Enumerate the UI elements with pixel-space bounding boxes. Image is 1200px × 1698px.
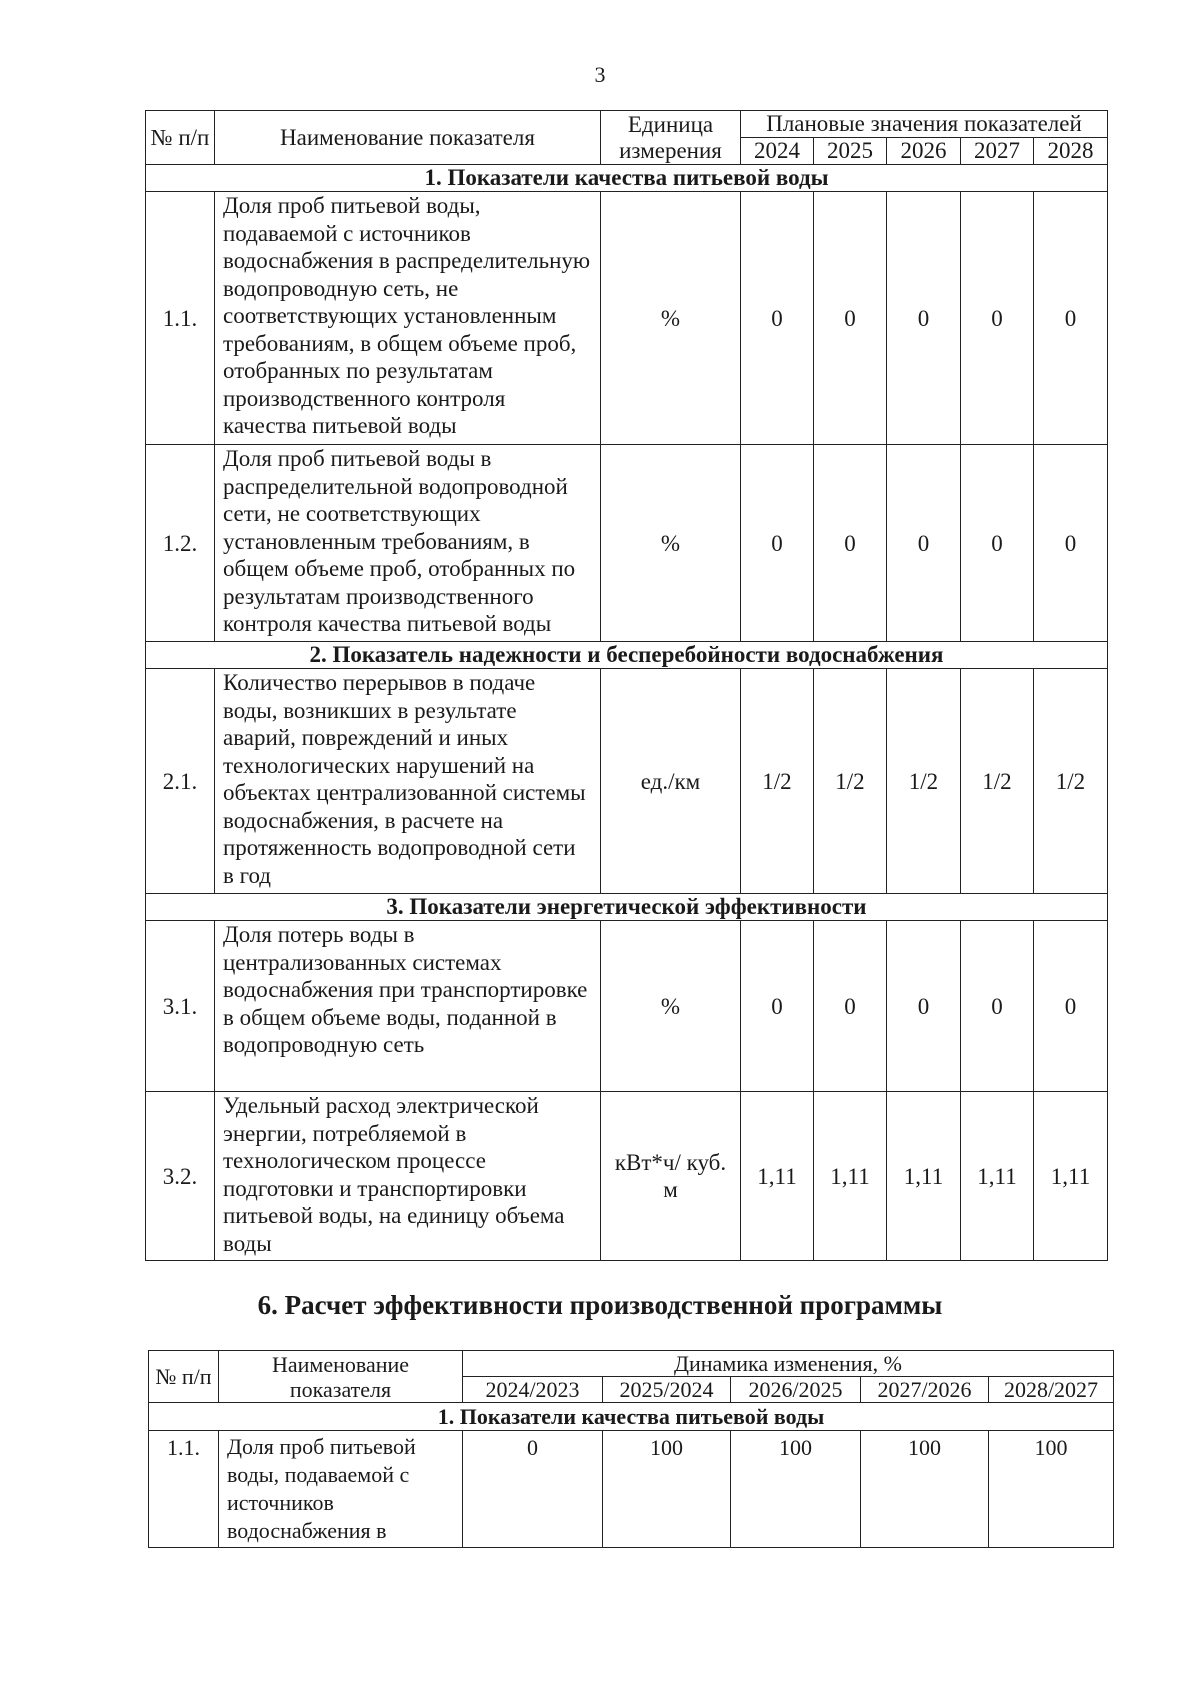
value-cell: 0 [1034, 192, 1108, 445]
indicators-table [145, 110, 1108, 1261]
header-year: 2027 [961, 138, 1034, 165]
value-cell: 0 [463, 1431, 603, 1548]
value-cell: 100 [731, 1431, 861, 1548]
header-period: 2027/2026 [861, 1377, 989, 1403]
value-cell: 100 [989, 1431, 1114, 1548]
unit-cell: кВт*ч/ куб. м [601, 1092, 741, 1261]
section-title: 3. Показатели энергетической эффективности [146, 894, 1108, 921]
indicator-name: Доля проб питьевой воды, подаваемой с источников водоснабжения в [219, 1431, 463, 1548]
value-cell: 0 [741, 445, 814, 642]
value-cell: 0 [961, 445, 1034, 642]
table-row [146, 1092, 1108, 1261]
section-title: 2. Показатель надежности и бесперебойности водоснабжения [146, 642, 1108, 669]
table-header-row [146, 111, 1108, 138]
value-cell: 1/2 [961, 669, 1034, 894]
value-cell: 0 [961, 192, 1034, 445]
value-cell: 0 [814, 192, 887, 445]
table-row [146, 445, 1108, 642]
header-unit: Единица измерения [601, 111, 741, 165]
value-cell: 0 [1034, 445, 1108, 642]
value-cell: 1,11 [1034, 1092, 1108, 1261]
header-num: № п/п [146, 111, 215, 165]
table-row [146, 192, 1108, 445]
header-year: 2025 [814, 138, 887, 165]
efficiency-table [148, 1350, 1114, 1548]
row-number: 2.1. [146, 669, 215, 894]
indicator-name: Количество перерывов в подаче воды, возникших в результате аварий, повреждений и иных технологических нарушений на объектах централизованной системы водоснабжения, в расчете на протяженность водопроводной сети в год [215, 669, 601, 894]
section-header-row [146, 642, 1108, 669]
value-cell: 0 [741, 921, 814, 1092]
section-header-row [146, 165, 1108, 192]
value-cell: 1/2 [814, 669, 887, 894]
value-cell: 0 [887, 192, 961, 445]
row-number: 3.1. [146, 921, 215, 1092]
value-cell: 0 [814, 921, 887, 1092]
row-number: 1.2. [146, 445, 215, 642]
value-cell: 1,11 [961, 1092, 1034, 1261]
section-title: 1. Показатели качества питьевой воды [146, 165, 1108, 192]
section-header-row [146, 894, 1108, 921]
header-period: 2025/2024 [603, 1377, 731, 1403]
unit-cell: ед./км [601, 669, 741, 894]
row-number: 1.1. [149, 1431, 219, 1548]
header-num: № п/п [149, 1351, 219, 1403]
table-row [146, 921, 1108, 1092]
page-number: 3 [594, 62, 606, 87]
header-planned-values: Плановые значения показателей [741, 111, 1108, 138]
indicator-name: Доля проб питьевой воды в распределительной водопроводной сети, не соответствующих установленным требованиям, в общем объеме проб, отобранных по результатам производственного контроля качества питьевой воды [215, 445, 601, 642]
value-cell: 1,11 [741, 1092, 814, 1261]
row-number: 3.2. [146, 1092, 215, 1261]
value-cell: 100 [603, 1431, 731, 1548]
header-name: Наименование показателя [215, 111, 601, 165]
table-row [149, 1431, 1114, 1548]
value-cell: 1/2 [741, 669, 814, 894]
value-cell: 0 [1034, 921, 1108, 1092]
section-title: 1. Показатели качества питьевой воды [149, 1403, 1114, 1431]
unit-cell: % [601, 445, 741, 642]
header-dynamics: Динамика изменения, % [463, 1351, 1114, 1377]
header-name: Наименование показателя [219, 1351, 463, 1403]
indicator-name: Удельный расход электрической энергии, потребляемой в технологическом процессе подготовки и транспортировки питьевой воды, на единицу объема воды [215, 1092, 601, 1261]
header-period: 2028/2027 [989, 1377, 1114, 1403]
value-cell: 0 [961, 921, 1034, 1092]
table-row [146, 669, 1108, 894]
value-cell: 0 [887, 921, 961, 1092]
value-cell: 1,11 [814, 1092, 887, 1261]
value-cell: 1/2 [887, 669, 961, 894]
value-cell: 0 [741, 192, 814, 445]
value-cell: 0 [887, 445, 961, 642]
unit-cell: % [601, 192, 741, 445]
indicator-name: Доля проб питьевой воды, подаваемой с источников водоснабжения в распределительную водопроводную сеть, не соответствующих установленным требованиям, в общем объеме проб, отобранных по результатам производственного контроля качества питьевой воды [215, 192, 601, 445]
value-cell: 100 [861, 1431, 989, 1548]
indicator-name: Доля потерь воды в централизованных системах водоснабжения при транспортировке в общем объеме воды, поданной в водопроводную сеть [215, 921, 601, 1092]
unit-cell: % [601, 921, 741, 1092]
table-header-row [149, 1351, 1114, 1377]
value-cell: 1/2 [1034, 669, 1108, 894]
value-cell: 1,11 [887, 1092, 961, 1261]
header-year: 2024 [741, 138, 814, 165]
value-cell: 0 [814, 445, 887, 642]
row-number: 1.1. [146, 192, 215, 445]
header-period: 2026/2025 [731, 1377, 861, 1403]
header-period: 2024/2023 [463, 1377, 603, 1403]
header-year: 2028 [1034, 138, 1108, 165]
section-header-row [149, 1403, 1114, 1431]
section-6-title: 6. Расчет эффективности производственной программы [257, 1290, 943, 1320]
header-year: 2026 [887, 138, 961, 165]
